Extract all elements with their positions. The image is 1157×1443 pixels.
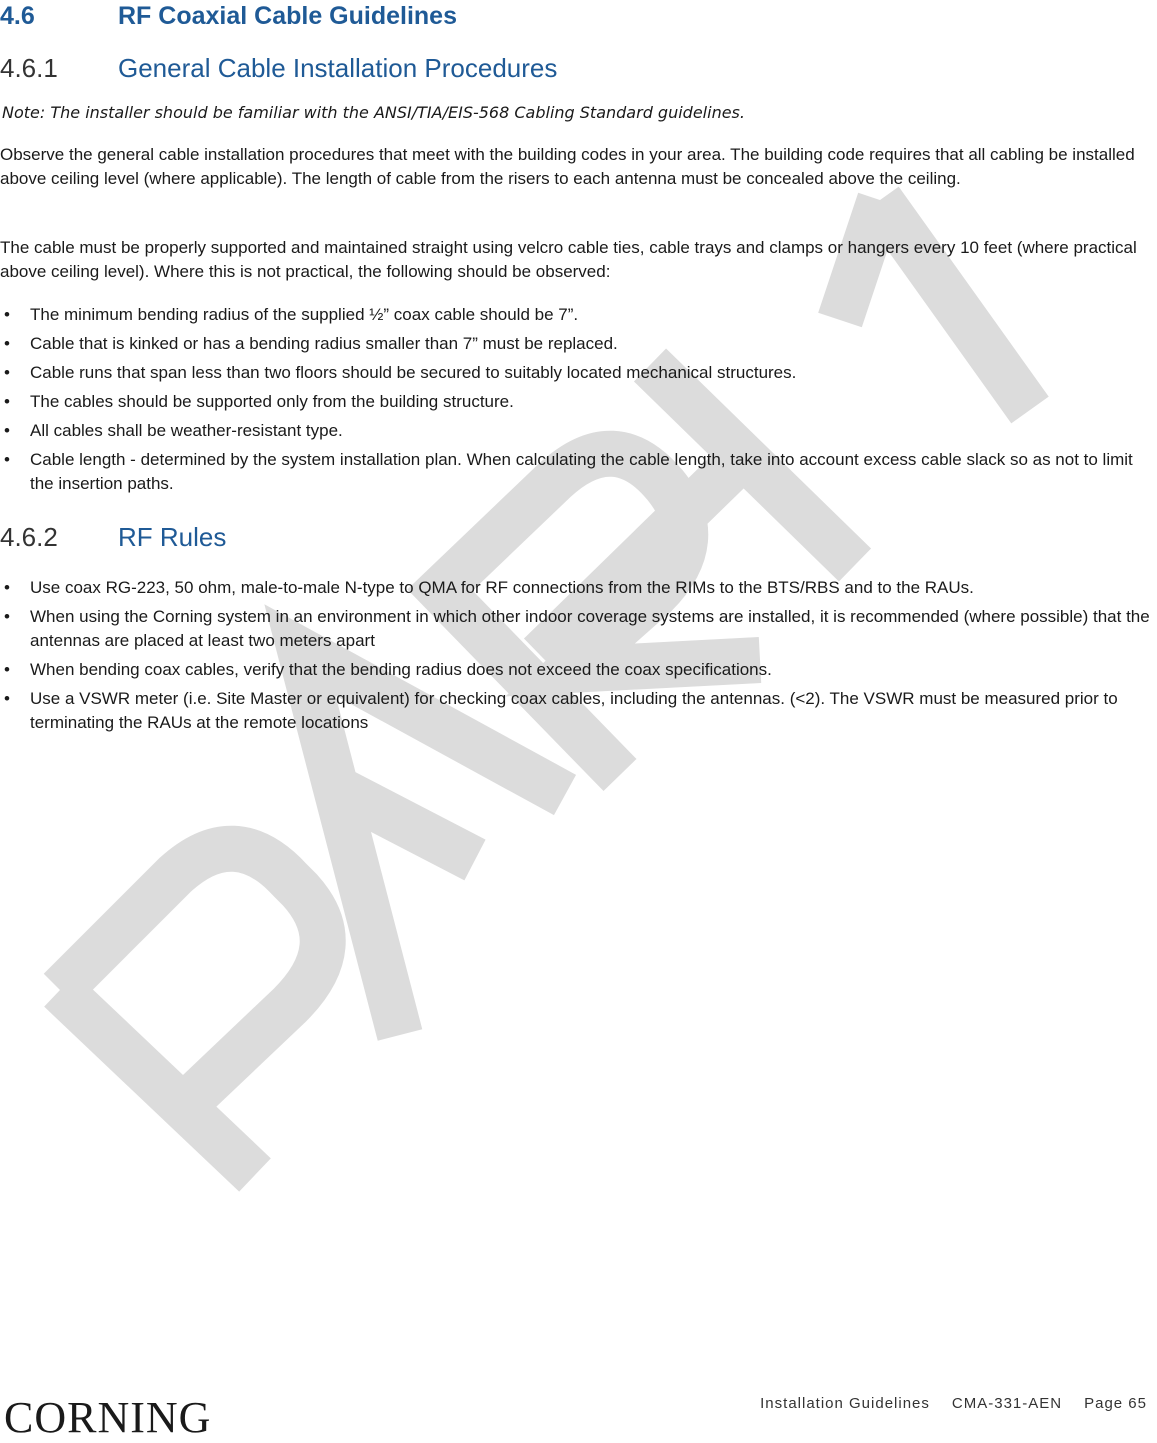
bullet-icon: • [4, 421, 10, 440]
bullet-icon: • [4, 363, 10, 382]
list-item: • Use a VSWR meter (i.e. Site Master or equivalent) for checking coax cables, including the antennas. (<2). The VSWR must be measured prior to terminating the RAUs at the remote locations [4, 689, 1118, 732]
bullet-list-general [0, 303, 1157, 501]
subsection-number: 4.6.1 [0, 53, 58, 83]
page-footer [760, 1395, 1147, 1412]
bullet-icon: • [4, 305, 10, 324]
list-item: • Cable length - determined by the system installation plan. When calculating the cable length, take into account excess cable slack so as not to limit the insertion paths. [4, 450, 1133, 493]
installer-note: Note: The installer should be familiar with the ANSI/TIA/EIS-568 Cabling Standard guidelines. [2, 103, 745, 122]
section-title: RF Coaxial Cable Guidelines [118, 2, 457, 30]
section-number: 4.6 [0, 2, 35, 30]
bullet-icon: • [4, 660, 10, 679]
subsection-number: 4.6.2 [0, 522, 58, 552]
list-item: • All cables shall be weather-resistant type. [0, 419, 1157, 443]
corning-logo: CORNING [4, 1393, 212, 1442]
bullet-icon: • [4, 450, 10, 469]
list-item: • Cable runs that span less than two floors should be secured to suitably located mechanical structures. [0, 361, 1157, 385]
footer-doc-section: Installation Guidelines [760, 1395, 930, 1412]
bullet-icon: • [4, 689, 10, 708]
bullet-icon: • [4, 607, 10, 626]
bullet-icon: • [4, 392, 10, 411]
subsection-title: RF Rules [118, 522, 227, 552]
list-item: • Use coax RG-223, 50 ohm, male-to-male N-type to QMA for RF connections from the RIMs to the BTS/RBS and to the RAUs. [0, 576, 1157, 600]
list-item: • When using the Corning system in an environment in which other indoor coverage systems are installed, it is recommended (where possible) that the antennas are placed at least two meters apart [4, 607, 1150, 650]
paragraph-cable-support: The cable must be properly supported and maintained straight using velcro cable ties, cable trays and clamps or hangers every 10 feet (where practical above ceiling level). Where this is not practical, the following should be observed: [0, 238, 1137, 281]
paragraph-general-procedures: Observe the general cable installation procedures that meet with the building codes in your area. The building code requires that all cabling be installed above ceiling level (where applicable). The length of cable from the risers to each antenna must be concealed above the ceiling. [0, 145, 1135, 188]
list-item: • Cable that is kinked or has a bending radius smaller than 7” must be replaced. [0, 332, 1157, 356]
footer-page-number: Page 65 [1084, 1395, 1147, 1412]
bullet-icon: • [4, 578, 10, 597]
subsection-title: General Cable Installation Procedures [118, 53, 558, 83]
list-item: • The cables should be supported only from the building structure. [0, 390, 1157, 414]
list-item: • When bending coax cables, verify that the bending radius does not exceed the coax specifications. [0, 658, 1157, 682]
footer-doc-code: CMA-331-AEN [951, 1395, 1063, 1412]
bullet-icon: • [4, 334, 10, 353]
list-item: • The minimum bending radius of the supplied ½” coax cable should be 7”. [0, 303, 1157, 327]
bullet-list-rf-rules [0, 576, 1157, 740]
